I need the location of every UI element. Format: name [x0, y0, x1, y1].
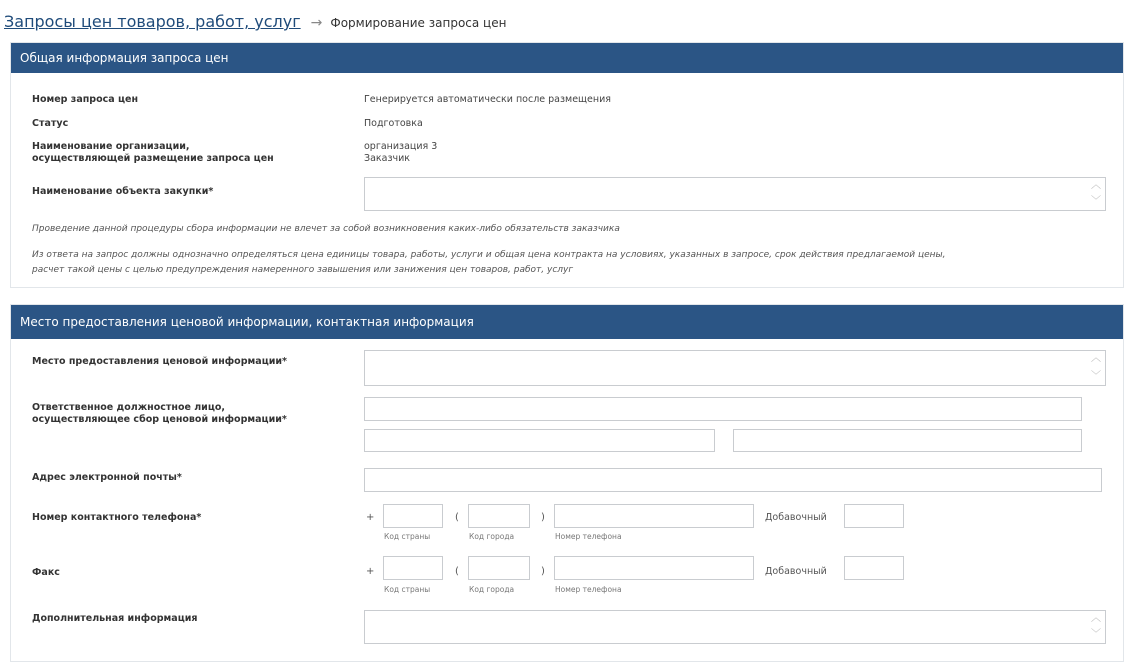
fax-label: Факс: [32, 567, 60, 578]
breadcrumb-current: Формирование запроса цен: [330, 16, 507, 30]
responsible-middle-name-input[interactable]: [733, 429, 1082, 452]
additional-info-textarea[interactable]: [364, 610, 1106, 644]
responsible-first-name-input[interactable]: [364, 429, 715, 452]
responsible-person-label-line2: осуществляющее сбор ценовой информации*: [32, 414, 287, 425]
fax-city-code-hint: Код города: [469, 585, 515, 594]
phone-number-hint: Номер телефона: [555, 532, 622, 541]
status-value: Подготовка: [364, 118, 423, 129]
organization-value-role: Заказчик: [364, 153, 411, 164]
responsible-person-label-line1: Ответственное должностное лицо,: [32, 402, 226, 413]
request-number-label: Номер запроса цен: [32, 94, 139, 105]
breadcrumb-link-price-requests[interactable]: Запросы цен товаров, работ, услуг: [4, 12, 301, 31]
fax-number-input[interactable]: [554, 556, 754, 580]
request-number-value: Генерируется автоматически после размещения: [364, 94, 611, 105]
phone-plus: +: [366, 512, 375, 523]
phone-paren-close: ): [541, 512, 545, 523]
breadcrumb: [4, 12, 1124, 38]
fax-paren-open: (: [455, 566, 459, 577]
obligations-note: Проведение данной процедуры сбора информации не влечет за собой возникновения каких-либо обязательств заказчика: [32, 224, 620, 234]
phone-number-input[interactable]: [554, 504, 754, 528]
fax-country-code-hint: Код страны: [384, 585, 431, 594]
contact-info-header: Место предоставления ценовой информации, контактная информация: [11, 305, 1123, 339]
price-note-line1: Из ответа на запрос должны однозначно определяться цена единицы товара, работы, услуги и общая цена контракта на условиях, указанных в запросе, срок действия предлагаемой цены,: [32, 250, 946, 260]
email-input[interactable]: [364, 468, 1102, 492]
fax-plus: +: [366, 566, 375, 577]
fax-country-code-input[interactable]: [383, 556, 443, 580]
fax-paren-close: ): [541, 566, 545, 577]
procurement-object-label: Наименование объекта закупки*: [32, 186, 214, 197]
status-label: Статус: [32, 118, 69, 129]
phone-city-code-hint: Код города: [469, 532, 515, 541]
fax-number-hint: Номер телефона: [555, 585, 622, 594]
chevron-down-icon[interactable]: ﹀: [1091, 196, 1101, 207]
fax-city-code-input[interactable]: [468, 556, 530, 580]
phone-label: Номер контактного телефона*: [32, 512, 202, 523]
phone-extension-label: Добавочный: [765, 512, 827, 523]
scrollbar[interactable]: [1089, 613, 1103, 641]
phone-country-code-input[interactable]: [383, 504, 443, 528]
scrollbar[interactable]: [1089, 353, 1103, 383]
chevron-up-icon[interactable]: ︿: [1091, 353, 1101, 364]
email-label: Адрес электронной почты*: [32, 472, 182, 483]
scrollbar[interactable]: [1089, 180, 1103, 208]
fax-extension-label: Добавочный: [765, 566, 827, 577]
chevron-up-icon[interactable]: ︿: [1091, 613, 1101, 624]
chevron-down-icon[interactable]: ﹀: [1091, 371, 1101, 382]
responsible-last-name-input[interactable]: [364, 397, 1082, 421]
phone-country-code-hint: Код страны: [384, 532, 431, 541]
procurement-object-textarea[interactable]: [364, 177, 1106, 211]
phone-paren-open: (: [455, 512, 459, 523]
additional-info-label: Дополнительная информация: [32, 613, 198, 624]
phone-city-code-input[interactable]: [468, 504, 530, 528]
price-place-textarea[interactable]: [364, 350, 1106, 386]
general-info-header: Общая информация запроса цен: [11, 43, 1123, 73]
fax-extension-input[interactable]: [844, 556, 904, 580]
price-note-line2: расчет такой цены с целью предупреждения намеренного завышения или занижения цен товаров, работ, услуг: [32, 265, 574, 275]
organization-value-name: организация 3: [364, 141, 438, 152]
chevron-down-icon[interactable]: ﹀: [1091, 629, 1101, 640]
organization-label-line1: Наименование организации,: [32, 141, 190, 152]
chevron-up-icon[interactable]: ︿: [1091, 180, 1101, 191]
phone-extension-input[interactable]: [844, 504, 904, 528]
arrow-right-icon: →: [310, 15, 323, 31]
price-place-label: Место предоставления ценовой информации*: [32, 356, 288, 367]
organization-label-line2: осуществляющей размещение запроса цен: [32, 153, 274, 164]
